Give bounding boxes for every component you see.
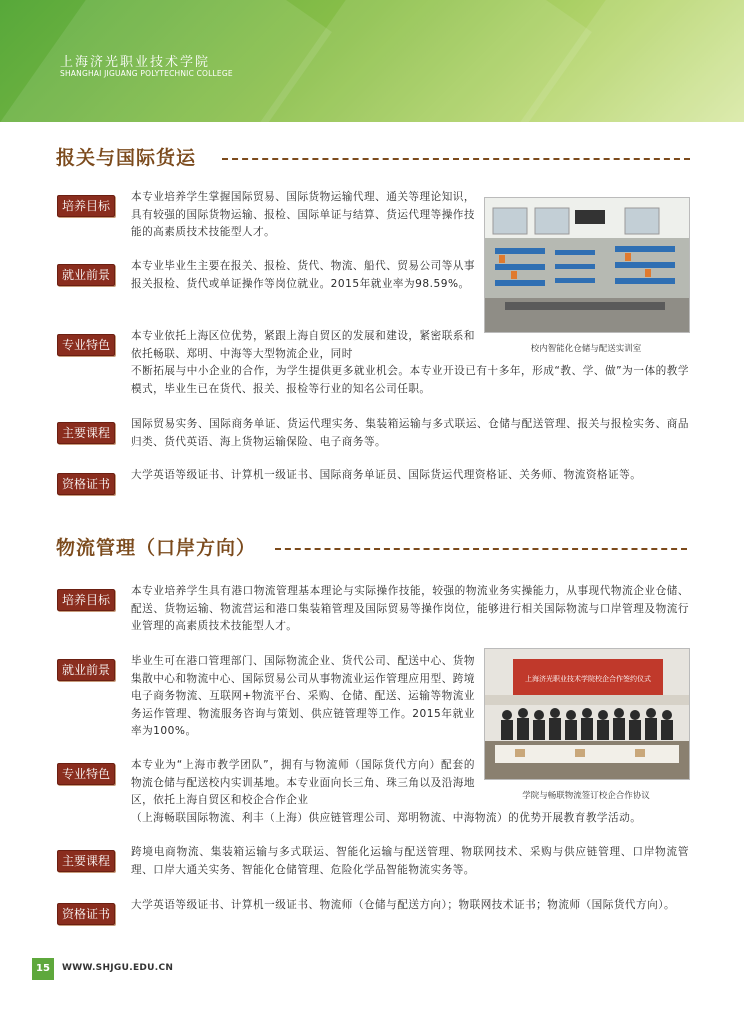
- text-training-goal: 本专业培养学生掌握国际贸易、国际货物运输代理、通关等理论知识，具有较强的国际货物运输、报检、国际单证与结算、货运代理等操作技能的高素质技术技能型人才。: [131, 191, 475, 238]
- banner-text: 上海济光职业技术学院校企合作签约仪式: [525, 675, 651, 683]
- college-name-cn: 上海济光职业技术学院: [60, 55, 211, 70]
- text-features-a: 本专业依托上海区位优势，紧跟上海自贸区的发展和建设，紧密联系和依托畅联、郑明、中海等大型物流企业，同时: [131, 330, 475, 360]
- header-banner: [0, 0, 744, 122]
- tag-courses: 主要课程: [57, 422, 115, 444]
- tag-training-goal: 培养目标: [57, 195, 115, 217]
- text-features-2b: （上海畅联国际物流、利丰（上海）供应链管理公司、郑明物流、中海物流）的优势开展教育教学活动。: [131, 812, 642, 824]
- tag-certificates: 资格证书: [57, 473, 115, 495]
- text-training-goal-2: 本专业培养学生具有港口物流管理基本理论与实际操作技能，较强的物流业务实操能力，从事现代物流企业仓储、配送、货物运输、物流营运和港口集装箱管理及国际贸易等操作岗位，能够进行相关国际物流与口岸管理及物流行业管理的高素质技术技能型人才。: [131, 585, 689, 632]
- caption-warehouse-lab: 校内智能化仓储与配送实训室: [530, 344, 642, 354]
- photo-signing-ceremony: [484, 648, 690, 780]
- text-features-b: 不断拓展与中小企业的合作，为学生提供更多就业机会。本专业开设已有十多年，形成“教、学、做”为一体的教学模式，毕业生已在货代、报关、报检等行业的知名公司任职。: [131, 365, 689, 395]
- section-divider: [222, 158, 690, 160]
- website-link[interactable]: WWW.SHJGU.EDU.CN: [62, 963, 174, 973]
- photo-warehouse-lab: [484, 197, 690, 333]
- college-name-en: SHANGHAI JIGUANG POLYTECHNIC COLLEGE: [60, 69, 233, 78]
- tag-features-2: 专业特色: [57, 763, 115, 785]
- page-number: 15: [32, 958, 54, 980]
- section-divider: [275, 548, 687, 550]
- section-title-logistics: 物流管理（口岸方向）: [56, 537, 257, 559]
- text-employment-2: 毕业生可在港口管理部门、国际物流企业、货代公司、配送中心、货物集散中心和物流中心、国际贸易公司从事物流业运作管理应用型、跨境电子商务物流、互联网+物流平台、采购、仓储、配送、运输等物流业务运作管理、物流服务咨询与策划、供应链管理等工作。2015年就业率为100%。: [131, 655, 475, 737]
- tag-employment-2: 就业前景: [57, 659, 115, 681]
- text-courses: 国际贸易实务、国际商务单证、货运代理实务、集装箱运输与多式联运、仓储与配送管理、报关与报检实务、商品归类、货代英语、海上货物运输保险、电子商务等。: [131, 418, 689, 448]
- tag-employment: 就业前景: [57, 264, 115, 286]
- text-certificates-2: 大学英语等级证书、计算机一级证书、物流师（仓储与配送方向）；物联网技术证书；物流师（国际货代方向）。: [131, 899, 676, 911]
- text-courses-2: 跨境电商物流、集装箱运输与多式联运、智能化运输与配送管理、物联网技术、采购与供应链管理、口岸物流管理、口岸大通关实务、智能化仓储管理、危险化学品智能物流实务等。: [131, 846, 689, 876]
- tag-training-goal-2: 培养目标: [57, 589, 115, 611]
- text-employment: 本专业毕业生主要在报关、报检、货代、物流、船代、贸易公司等从事报关报检、货代或单证操作等岗位就业。2015年就业率为98.59%。: [131, 260, 475, 290]
- section-title-customs: 报关与国际货运: [56, 147, 197, 169]
- tag-courses-2: 主要课程: [57, 850, 115, 872]
- text-certificates: 大学英语等级证书、计算机一级证书、国际商务单证员、国际货运代理资格证、关务师、物流资格证等。: [131, 469, 642, 481]
- caption-signing-ceremony: 学院与畅联物流签订校企合作协议: [522, 791, 650, 801]
- text-features-2a: 本专业为“上海市教学团队”，拥有与物流师（国际货代方向）配套的物流仓储与配送校内实训基地。本专业面向长三角、珠三角以及沿海地区，依托上海自贸区和校企合作企业: [131, 759, 475, 806]
- tag-features: 专业特色: [57, 334, 115, 356]
- tag-certificates-2: 资格证书: [57, 903, 115, 925]
